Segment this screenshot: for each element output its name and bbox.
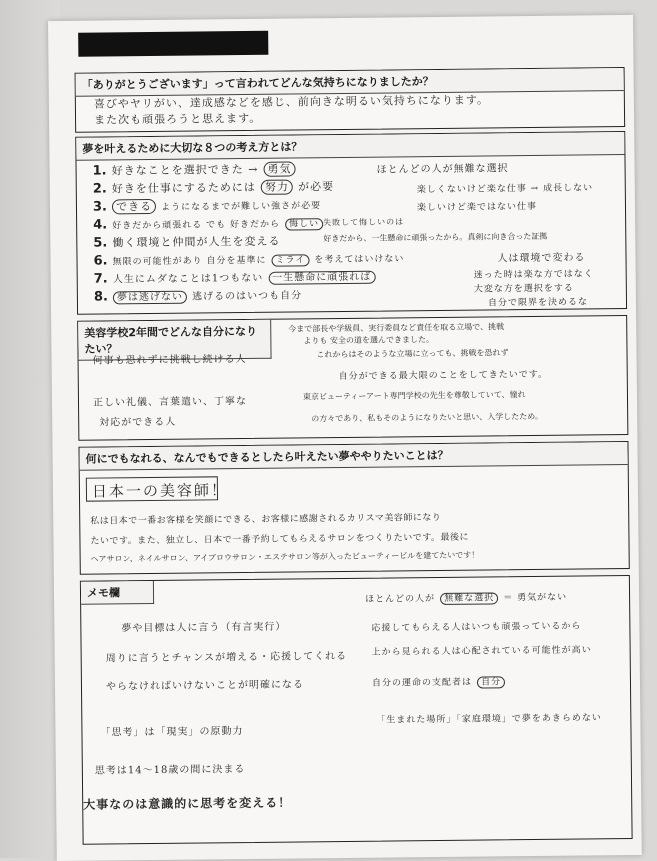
question-4-heading: 何にでもなれる、なんでもできるとしたら叶えたい夢ややりたいことは？ bbox=[79, 442, 627, 471]
q3-right-line-5: 東京ビューティーアート専門学校の先生を尊敬していて、憧れ bbox=[302, 390, 526, 402]
question-1-heading: 「ありがとうございます」って言われてどんな気持ちになりましたか？ bbox=[76, 68, 624, 97]
question-box-4 bbox=[78, 441, 629, 575]
memo-left-line-4: 「思考」は「現実」の原動力 bbox=[100, 726, 244, 739]
dream-line-2: たいです。また、独立し、日本で一番予約してもらえるサロンをつくりたいです。最後に bbox=[90, 532, 470, 547]
memo-right-line-3: 上から見られる人は心配されている可能性が高い bbox=[371, 645, 592, 658]
redacted-name-bar bbox=[78, 31, 268, 57]
memo-right-line-5: 「生まれた場所」「家庭環境」で夢をあきらめない bbox=[376, 713, 602, 726]
q3-right-line-3: これからはそのような立場に立っても、挑戦を恐れず bbox=[316, 348, 509, 360]
memo-right-line-2: 応援してもらえる人はいつも頑張っているから bbox=[371, 621, 582, 634]
memo-right-line-4: 自分の運命の支配者は 自分 bbox=[372, 669, 505, 689]
note-8: 大変な方を選択をする bbox=[473, 283, 574, 295]
q3-left-line-1: 何事も恐れずに挑戦し続ける人 bbox=[92, 354, 247, 367]
note-2: 楽しくないけど楽な仕事 → 成長しない bbox=[416, 183, 594, 196]
worksheet-page bbox=[48, 15, 642, 861]
q3-left-line-3: 対応ができる人 bbox=[99, 416, 177, 429]
memo-left-line-2: 周りに言うとチャンスが増える・応援してくれる bbox=[105, 650, 348, 665]
q3-left-line-2: 正しい礼儀、言葉遣い、丁寧な bbox=[92, 396, 248, 409]
memo-left-line-5: 思考は14〜18歳の間に決まる bbox=[94, 764, 246, 777]
dream-line-3: ヘアサロン、ネイルサロン、アイブロウサロン・エステサロン等が入ったビューティービルを建てたいです！ bbox=[90, 550, 480, 564]
note-7: 迷った時は楽な方ではなく bbox=[473, 269, 594, 281]
question-box-3 bbox=[77, 315, 628, 441]
note-4: 失敗して悔しいのは bbox=[323, 217, 405, 228]
memo-box bbox=[80, 575, 633, 845]
memo-left-line-3: やらなければいけないことが明確になる bbox=[105, 679, 305, 693]
note-9: 自分で限界を決めるな bbox=[487, 297, 589, 309]
note-1: ほとんどの人が無難な選択 bbox=[376, 163, 509, 176]
note-5: 好きだから、一生懸命に頑張ったから。真剣に向き合った証拠 bbox=[323, 231, 548, 244]
idea-item-2: 2. 好きを仕事にするためには 努力 が必要 bbox=[92, 180, 335, 197]
q3-right-line-1: 今まで部長や学級員、実行委員など責任を取る立場で、挑戦 bbox=[288, 322, 505, 334]
idea-item-4: 4. 好きだから頑張れる でも 好きだから 悔しい bbox=[93, 211, 323, 232]
memo-left-line-6: 大事なのは意識的に思考を変える！ bbox=[83, 795, 292, 812]
memo-heading: メモ欄 bbox=[81, 581, 154, 605]
question-box-2 bbox=[75, 131, 627, 315]
idea-item-3: 3. できる ようになるまでが難しい強さが必要 bbox=[92, 199, 322, 215]
q3-right-line-4: 自分ができる最大限のことをしてきたいです。 bbox=[338, 369, 549, 383]
answer-1-line-2: また次も頑張ろうと思えます。 bbox=[93, 111, 262, 127]
q3-right-line-2: よりも 安全の道を選んできました。 bbox=[303, 335, 434, 346]
answer-1-line-1: 喜びやヤリがい、達成感などを感じ、前向きな明るい気持ちになります。 bbox=[93, 93, 490, 111]
question-2-heading: 夢を叶えるために大切な８つの考え方とは？ bbox=[76, 132, 624, 161]
idea-item-7: 7. 人生にムダなことは1つもない 一生懸命に頑張れば bbox=[94, 265, 376, 287]
memo-right-line-1: ほとんどの人が 無難な選択 ＝ 勇気がない bbox=[365, 592, 568, 605]
idea-item-6: 6. 無限の可能性があり 自分を基準に ミライ を考えてはいけない bbox=[93, 253, 405, 269]
question-box-1 bbox=[75, 67, 626, 133]
idea-item-1: 1. 好きなことを選択できた → 勇気 bbox=[92, 157, 295, 178]
q3-right-line-6: の方々であり、私もそのようになりたいと思い、入学したため。 bbox=[311, 411, 543, 424]
dream-title: 日本一の美容師！ bbox=[91, 481, 229, 501]
idea-item-5: 5. 働く環境と仲間が人生を変える bbox=[93, 234, 281, 251]
note-3: 楽しいけど楽ではない仕事 bbox=[416, 201, 538, 214]
question-3-heading: 美容学校2年間でどんな自分になりたい？ bbox=[78, 320, 271, 361]
note-6: 人は環境で変わる bbox=[497, 252, 586, 265]
idea-item-8: 8. 夢は逃げない 逃げるのはいつも自分 bbox=[93, 289, 303, 305]
dream-line-1: 私は日本で一番お客様を笑顔にできる、お客様に感謝されるカリスマ美容師になり bbox=[90, 512, 442, 527]
memo-left-line-1: 夢や目標は人に言う（有言実行） bbox=[121, 621, 287, 635]
